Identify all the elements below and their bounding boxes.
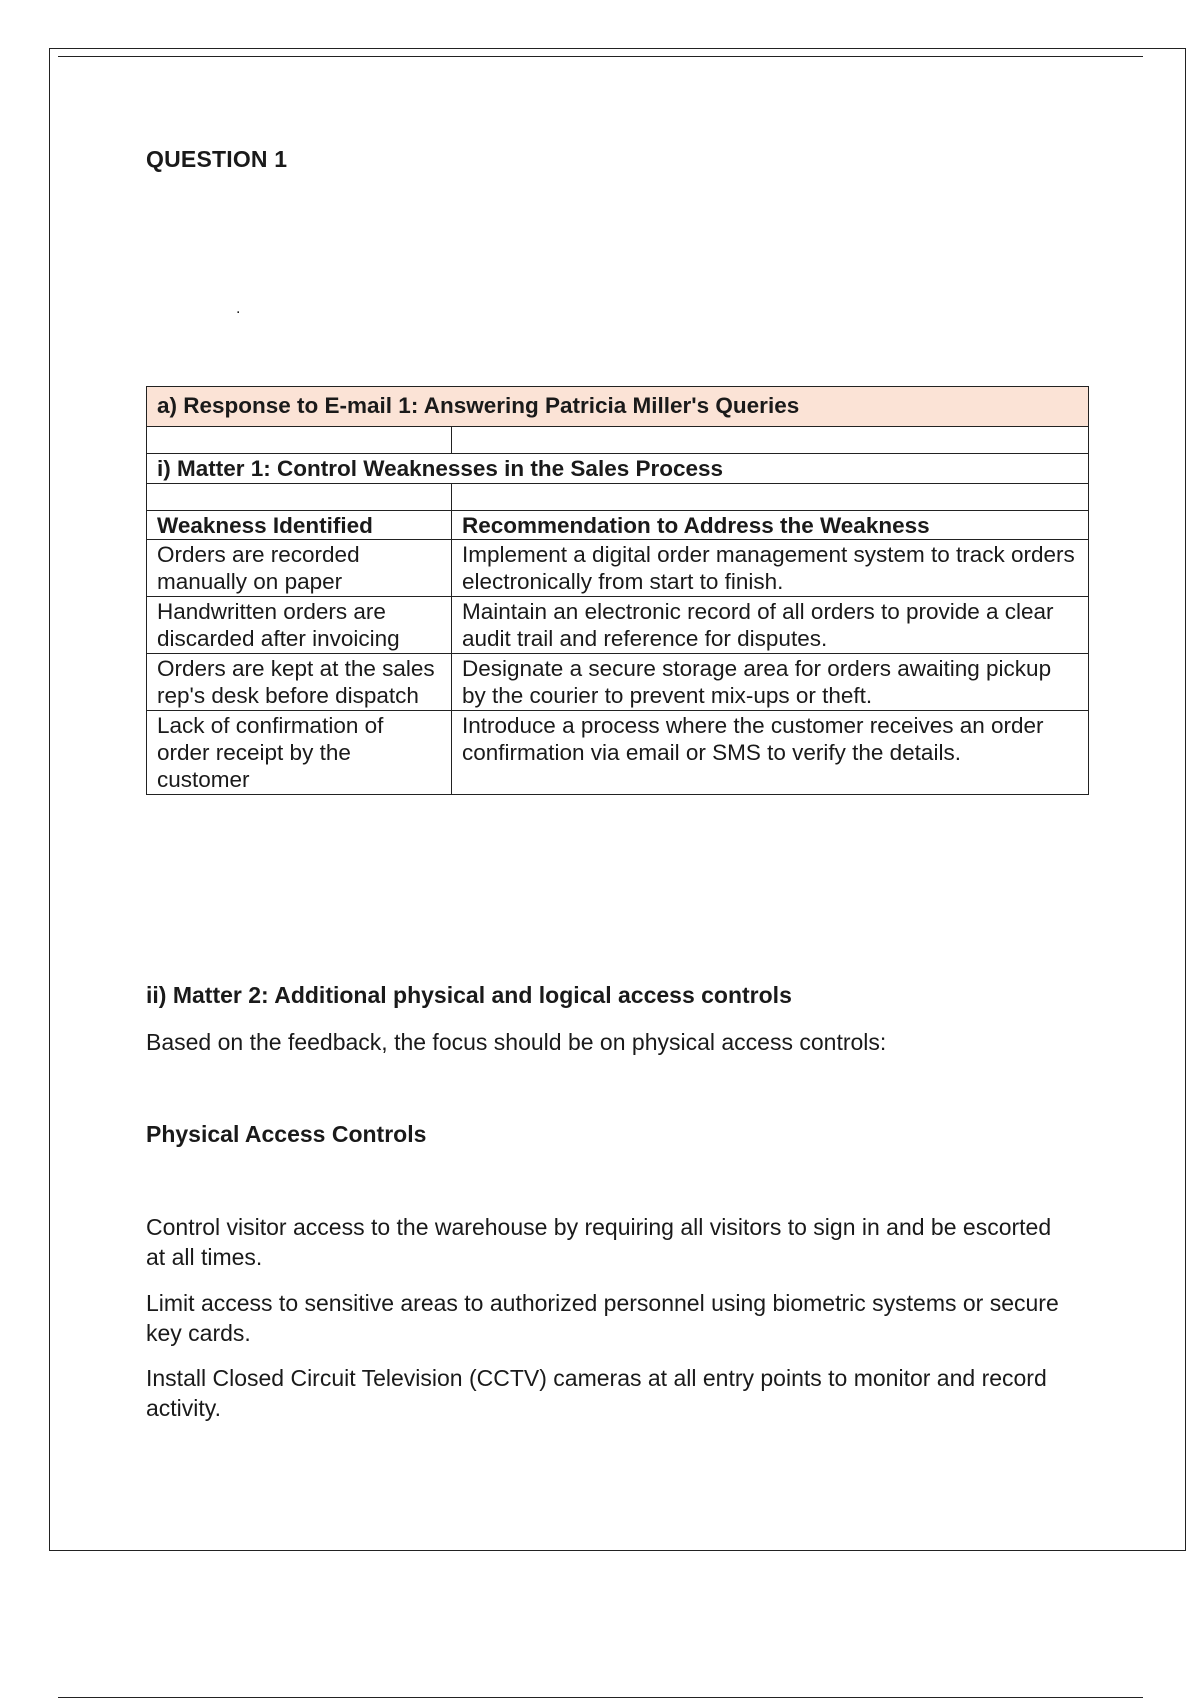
physical-access-subheading: Physical Access Controls <box>146 1121 427 1147</box>
question-title: QUESTION 1 <box>146 146 288 172</box>
table-row <box>147 597 1089 654</box>
control-weakness-table <box>146 386 1089 795</box>
weakness-cell: Lack of confirmation of order receipt by the customer <box>147 711 452 795</box>
stray-mark: . <box>236 300 241 317</box>
control-paragraph: Limit access to sensitive areas to authorized personnel using biometric systems or secure key cards. <box>146 1290 1059 1346</box>
recommendation-column-header: Recommendation to Address the Weakness <box>452 511 1089 540</box>
matter2-intro: Based on the feedback, the focus should be on physical access controls: <box>146 1029 887 1055</box>
matter1-header: i) Matter 1: Control Weaknesses in the Sales Process <box>147 454 1089 484</box>
recommendation-cell: Implement a digital order management system to track orders electronically from start to finish. <box>452 540 1089 597</box>
top-rule <box>58 56 1143 57</box>
table-row <box>147 711 1089 795</box>
weakness-column-header: Weakness Identified <box>147 511 452 540</box>
recommendation-cell: Designate a secure storage area for orders awaiting pickup by the courier to prevent mix-ups or theft. <box>452 654 1089 711</box>
matter2-heading: ii) Matter 2: Additional physical and logical access controls <box>146 982 792 1008</box>
recommendation-cell: Introduce a process where the customer receives an order confirmation via email or SMS to verify the details. <box>452 711 1089 795</box>
column-header-row <box>147 511 1089 540</box>
section-header: a) Response to E-mail 1: Answering Patricia Miller's Queries <box>147 387 1089 427</box>
table-row <box>147 654 1089 711</box>
weakness-cell: Handwritten orders are discarded after invoicing <box>147 597 452 654</box>
empty-row <box>147 427 1089 454</box>
control-paragraph: Control visitor access to the warehouse by requiring all visitors to sign in and be escorted at all times. <box>146 1214 1052 1270</box>
table-row <box>147 540 1089 597</box>
recommendation-cell: Maintain an electronic record of all orders to provide a clear audit trail and reference for disputes. <box>452 597 1089 654</box>
section-header-row <box>147 387 1089 427</box>
weakness-cell: Orders are kept at the sales rep's desk before dispatch <box>147 654 452 711</box>
empty-row <box>147 484 1089 511</box>
bottom-rule <box>58 1697 1143 1698</box>
matter1-header-row <box>147 454 1089 484</box>
weakness-cell: Orders are recorded manually on paper <box>147 540 452 597</box>
control-paragraph: Install Closed Circuit Television (CCTV) cameras at all entry points to monitor and record activity. <box>146 1365 1047 1421</box>
